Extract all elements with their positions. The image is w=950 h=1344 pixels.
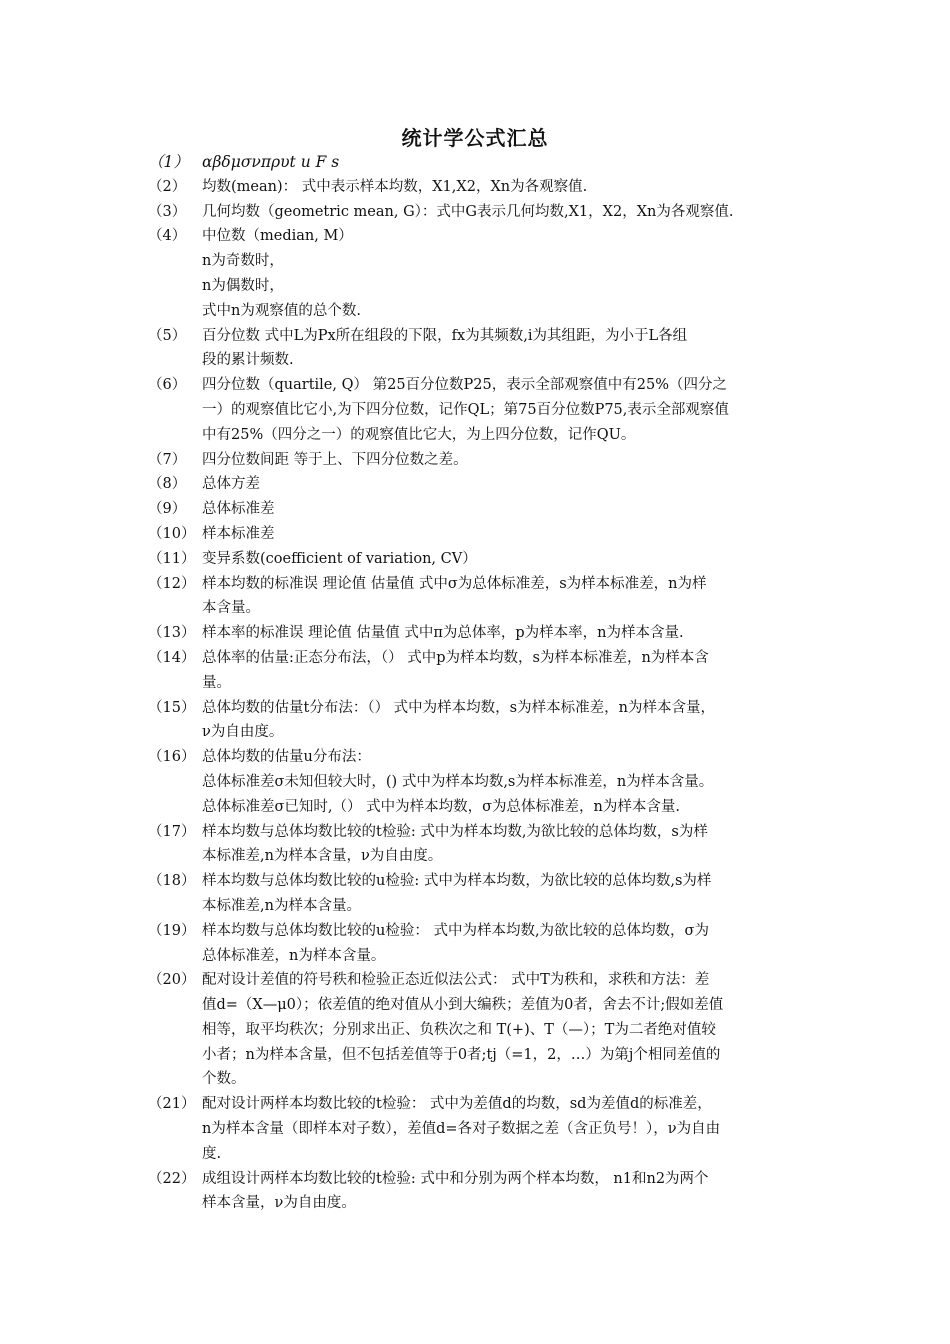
item-text-line: 样本含量，ν为自由度。 xyxy=(202,1195,356,1212)
formula-item xyxy=(148,324,813,374)
item-text-line: 一）的观察值比它小,为下四分位数，记作QL；第75百分位数P75,表示全部观察值 xyxy=(202,401,729,418)
formula-item xyxy=(148,547,813,572)
item-number: （10） xyxy=(148,525,196,542)
item-number: （20） xyxy=(148,972,196,989)
formula-item xyxy=(148,745,813,819)
item-text-line: 量。 xyxy=(202,674,231,691)
formula-item xyxy=(148,646,813,696)
formula-list xyxy=(148,150,813,1216)
page-title: 统计学公式汇总 xyxy=(401,126,549,150)
formula-item xyxy=(148,497,813,522)
item-text-line: 四分位数（quartile, Q） 第25百分位数P25，表示全部观察值中有25%（四分之 xyxy=(202,377,727,394)
item-text-line: 总体率的估量:正态分布法，（） 式中p为样本均数，s为样本标准差，n为样本含 xyxy=(202,649,709,666)
item-text-line: 样本率的标准误 理论值 估量值 式中π为总体率，p为样本率，n为样本含量. xyxy=(202,625,684,642)
item-text-line: 配对设计差值的符号秩和检验正态近似法公式： 式中T为秩和，求秩和方法：差 xyxy=(202,972,710,989)
formula-item xyxy=(148,448,813,473)
formula-item xyxy=(148,373,813,447)
item-number: （9） xyxy=(148,501,187,518)
item-text-line: 本标准差,n为样本含量，ν为自由度。 xyxy=(202,848,443,865)
item-text-line: 样本均数的标准误 理论值 估量值 式中σ为总体标准差，s为样本标准差，n为样 xyxy=(202,575,707,592)
item-text-line: 样本标准差 xyxy=(202,525,275,542)
item-number: （7） xyxy=(148,451,187,468)
item-number: （1） xyxy=(148,153,189,171)
item-number: （4） xyxy=(148,228,187,245)
item-text-line: 总体方差 xyxy=(202,476,260,493)
item-text-line: 样本均数与总体均数比较的u检验: 式中为样本均数，为欲比较的总体均数,s为样 xyxy=(202,873,712,890)
item-text-line: 样本均数与总体均数比较的t检验: 式中为样本均数,为欲比较的总体均数，s为样 xyxy=(202,823,708,840)
item-text-line: n为偶数时， xyxy=(202,277,284,294)
formula-item xyxy=(148,224,813,323)
item-number: （16） xyxy=(148,749,196,766)
formula-item xyxy=(148,696,813,746)
item-number: （22） xyxy=(148,1170,196,1187)
item-text-line: 成组设计两样本均数比较的t检验: 式中和分别为两个样本均数， n1和n2为两个 xyxy=(202,1170,709,1187)
item-text-line: 值d=（X—μ0）；依差值的绝对值从小到大编秩；差值为0者，舍去不计;假如差值 xyxy=(202,997,724,1014)
item-number: （13） xyxy=(148,625,196,642)
item-number: （11） xyxy=(148,550,196,567)
item-text-line: αβδμσνπρυt u F s xyxy=(202,153,340,171)
item-text-line: 总体均数的估量t分布法：（） 式中为样本均数，s为样本标准差，n为样本含量， xyxy=(202,699,715,716)
item-text-line: 总体标准差，n为样本含量。 xyxy=(202,947,386,964)
item-text-line: n为样本含量（即样本对子数），差值d=各对子数据之差（含正负号！），ν为自由 xyxy=(202,1121,721,1138)
formula-item xyxy=(148,1092,813,1166)
item-text-line: 本含量。 xyxy=(202,600,260,617)
item-text-line: 百分位数 式中L为Px所在组段的下限，fx为其频数,i为其组距，为小于L各组 xyxy=(202,327,688,344)
item-number: （18） xyxy=(148,873,196,890)
item-text-line: 总体标准差σ未知但较大时，() 式中为样本均数,s为样本标准差，n为样本含量。 xyxy=(202,773,714,790)
item-text-line: 本标准差,n为样本含量。 xyxy=(202,897,361,914)
item-number: （2） xyxy=(148,178,187,195)
formula-item xyxy=(148,621,813,646)
item-text-line: 四分位数间距 等于上、下四分位数之差。 xyxy=(202,451,468,468)
item-number: （12） xyxy=(148,575,196,592)
item-number: （21） xyxy=(148,1096,196,1113)
item-text-line: 段的累计频数. xyxy=(202,352,294,369)
item-text-line: 配对设计两样本均数比较的t检验： 式中为差值d的均数，sd为差值d的标准差， xyxy=(202,1096,712,1113)
item-text-line: 小者；n为样本含量，但不包括差值等于0者;tj（=1，2，…）为第j个相同差值的 xyxy=(202,1046,721,1063)
item-text-line: 均数(mean)： 式中表示样本均数，X1,X2，Xn为各观察值. xyxy=(202,178,588,195)
item-text-line: 中有25%（四分之一）的观察值比它大，为上四分位数，记作QU。 xyxy=(202,426,636,443)
item-text-line: 总体标准差 xyxy=(202,501,275,518)
item-number: （8） xyxy=(148,476,187,493)
item-text-line: n为奇数时， xyxy=(202,253,284,270)
item-number: （3） xyxy=(148,203,187,220)
item-number: （14） xyxy=(148,649,196,666)
item-text-line: 总体均数的估量u分布法： xyxy=(202,749,371,766)
formula-item xyxy=(148,175,813,200)
formula-item xyxy=(148,200,813,225)
item-text-line: 中位数（median, M） xyxy=(202,228,353,245)
item-text-line: 度. xyxy=(202,1145,222,1162)
item-text-line: 式中n为观察值的总个数. xyxy=(202,302,361,319)
formula-item xyxy=(148,820,813,870)
item-text-line: 总体标准差σ已知时,（） 式中为样本均数，σ为总体标准差，n为样本含量. xyxy=(202,798,680,815)
item-text-line: 变异系数(coefficient of variation, CV） xyxy=(202,550,477,567)
item-text-line: 个数。 xyxy=(202,1071,246,1088)
item-number: （5） xyxy=(148,327,187,344)
formula-item xyxy=(148,919,813,969)
item-text-line: 样本均数与总体均数比较的u检验： 式中为样本均数,为欲比较的总体均数，σ为 xyxy=(202,922,709,939)
item-number: （19） xyxy=(148,922,196,939)
formula-item xyxy=(148,869,813,919)
formula-item xyxy=(148,968,813,1092)
item-text-line: 几何均数（geometric mean, G）：式中G表示几何均数,X1，X2，Xn为各观察值. xyxy=(202,203,734,220)
item-text-line: 相等，取平均秩次；分别求出正、负秩次之和 T(+)、T（—）；T为二者绝对值较 xyxy=(202,1021,716,1038)
item-number: （15） xyxy=(148,699,196,716)
item-number: （6） xyxy=(148,377,187,394)
formula-item xyxy=(148,522,813,547)
formula-item xyxy=(148,150,813,175)
formula-item xyxy=(148,572,813,622)
item-text-line: ν为自由度。 xyxy=(202,724,284,741)
item-number: （17） xyxy=(148,823,196,840)
formula-item xyxy=(148,472,813,497)
formula-item xyxy=(148,1167,813,1217)
